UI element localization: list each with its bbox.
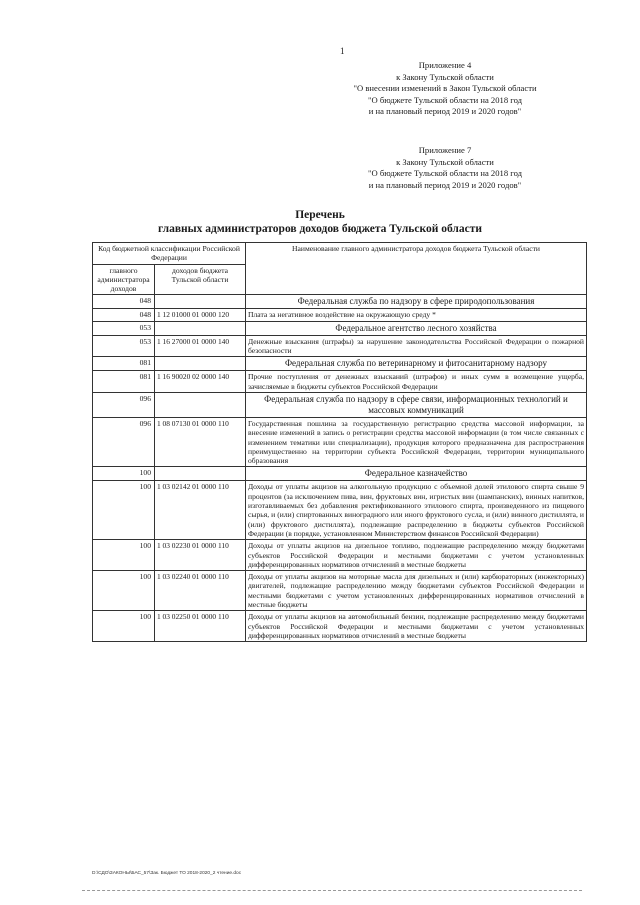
appendix-7-line: и на плановый период 2019 и 2020 годов" — [368, 179, 522, 190]
admin-code-cell: 100 — [93, 467, 155, 481]
admin-code-cell: 081 — [93, 357, 155, 371]
admin-code-cell: 096 — [93, 417, 155, 466]
income-code-cell — [155, 295, 246, 309]
title-line: Перечень — [295, 209, 345, 221]
table-row — [93, 295, 587, 309]
appendix-7-line: Приложение 7 — [418, 145, 472, 155]
income-code-cell: 1 16 27000 01 0000 140 — [155, 335, 246, 357]
appendix-7-line: "О бюджете Тульской области на 2018 год — [368, 168, 522, 179]
table-row — [93, 467, 587, 481]
appendix-4-line: Приложение 4 — [418, 60, 472, 70]
header-name: Наименование главного администратора доходов бюджета Тульской области — [246, 243, 587, 295]
income-code-cell — [155, 392, 246, 417]
income-description-cell: Доходы от уплаты акцизов на моторные масла для дизельных и (или) карбюраторных (инжекторных) двигателей, подлежащие распределению между бюджетами субъектов Российской Федерации и местными бюджетами с учетом установленных дифференцированных нормативов отчислений в местные бюджеты — [246, 571, 587, 611]
income-code-cell — [155, 321, 246, 335]
table-row — [93, 540, 587, 571]
appendix-4-line: и на плановый период 2019 и 2020 годов" — [368, 106, 522, 117]
appendix-4-header — [330, 60, 560, 118]
page-number: 1 — [340, 46, 345, 56]
admin-code-cell: 100 — [93, 481, 155, 540]
title-line: главных администраторов доходов бюджета Тульской области — [158, 223, 482, 235]
table-header-row — [93, 243, 587, 265]
agency-name-cell: Федеральная служба по надзору в сфере природопользования — [246, 295, 587, 309]
income-description-cell: Денежные взыскания (штрафы) за нарушение законодательства Российской Федерации о пожарной безопасности — [246, 335, 587, 357]
header-income: доходов бюджета Тульской области — [155, 264, 246, 295]
income-code-cell — [155, 357, 246, 371]
table-row — [93, 357, 587, 371]
admin-code-cell: 096 — [93, 392, 155, 417]
admin-code-cell: 081 — [93, 371, 155, 393]
header-code-group: Код бюджетной классификации Российской Федерации — [93, 243, 246, 265]
page-bottom-divider — [82, 890, 582, 891]
admin-code-cell: 053 — [93, 335, 155, 357]
table-row — [93, 335, 587, 357]
admin-code-cell: 100 — [93, 540, 155, 571]
income-code-cell: 1 03 02240 01 0000 110 — [155, 571, 246, 611]
appendix-4-line: "О внесении изменений в Закон Тульской области — [353, 83, 537, 94]
income-code-cell: 1 03 02250 01 0000 110 — [155, 611, 246, 642]
table-body — [93, 295, 587, 642]
income-code-cell: 1 16 90020 02 0000 140 — [155, 371, 246, 393]
table-row — [93, 571, 587, 611]
income-description-cell: Государственная пошлина за государственную регистрацию средства массовой информации, за внесение изменений в запись о регистрации средства массовой информации (в том числе связанных с изменением тематики или специализации), продукция которого предназначена для распространения преимущественно на территории субъекта Российской Федерации, территории муниципального образования — [246, 417, 587, 466]
administrators-table — [92, 242, 587, 642]
income-code-cell: 1 03 02230 01 0000 110 — [155, 540, 246, 571]
admin-code-cell: 048 — [93, 295, 155, 309]
table-row — [93, 392, 587, 417]
agency-name-cell: Федеральное казначейство — [246, 467, 587, 481]
admin-code-cell: 053 — [93, 321, 155, 335]
income-description-cell: Доходы от уплаты акцизов на дизельное топливо, подлежащие распределению между бюджетами субъектов Российской Федерации и местными бюджетами с учетом установленных дифференцированных нормативов отчислений в местные бюджеты — [246, 540, 587, 571]
income-code-cell: 1 03 02142 01 0000 110 — [155, 481, 246, 540]
appendix-7-header — [330, 145, 560, 191]
table-row — [93, 321, 587, 335]
admin-code-cell: 048 — [93, 309, 155, 321]
agency-name-cell: Федеральная служба по надзору в сфере связи, информационных технологий и массовых коммуникаций — [246, 392, 587, 417]
admin-code-cell: 100 — [93, 611, 155, 642]
appendix-4-line: к Закону Тульской области — [396, 71, 494, 82]
table-row — [93, 611, 587, 642]
agency-name-cell: Федеральная служба по ветеринарному и фитосанитарному надзору — [246, 357, 587, 371]
income-code-cell — [155, 467, 246, 481]
admin-code-cell: 100 — [93, 571, 155, 611]
file-path-footer: D:\СДО\ЗАКОНЫ\БАС_57\Зак. Бюджет ТО 2018-2020_2 чтение.doc — [92, 871, 242, 876]
agency-name-cell: Федеральное агентство лесного хозяйства — [246, 321, 587, 335]
income-description-cell: Прочие поступления от денежных взысканий (штрафов) и иных сумм в возмещение ущерба, зачисляемые в бюджеты субъектов Российской Федерации — [246, 371, 587, 393]
header-admin: главного администратора доходов — [93, 264, 155, 295]
income-description-cell: Плата за негативное воздействие на окружающую среду * — [246, 309, 587, 321]
appendix-4-line: "О бюджете Тульской области на 2018 год — [368, 94, 522, 105]
income-description-cell: Доходы от уплаты акцизов на автомобильный бензин, подлежащие распределению между бюджетами субъектов Российской Федерации и местными бюджетами с учетом установленных дифференцированных нормативов отчислений в местные бюджеты — [246, 611, 587, 642]
table-row — [93, 417, 587, 466]
income-code-cell: 1 12 01000 01 0000 120 — [155, 309, 246, 321]
table-row — [93, 371, 587, 393]
income-code-cell: 1 08 07130 01 0000 110 — [155, 417, 246, 466]
document-title — [0, 208, 640, 236]
table-row — [93, 481, 587, 540]
income-description-cell: Доходы от уплаты акцизов на алкогольную продукцию с объемной долей этилового спирта свыше 9 процентов (за исключением пива, вин, фруктовых вин, игристых вин (шампанских), винных напитков, изготавливаемых без добавления ректификованного этилового спирта, произведенного из пищевого сырья, и (или) спиртованных виноградного или иного фруктового сусла, и (или) винного дистиллята, и (или) фруктового дистиллята), подлежащие распределению в бюджеты субъектов Российской Федерации (в порядке, установленном Министерством финансов Российской Федерации) — [246, 481, 587, 540]
appendix-7-line: к Закону Тульской области — [396, 156, 494, 167]
table-row — [93, 309, 587, 321]
